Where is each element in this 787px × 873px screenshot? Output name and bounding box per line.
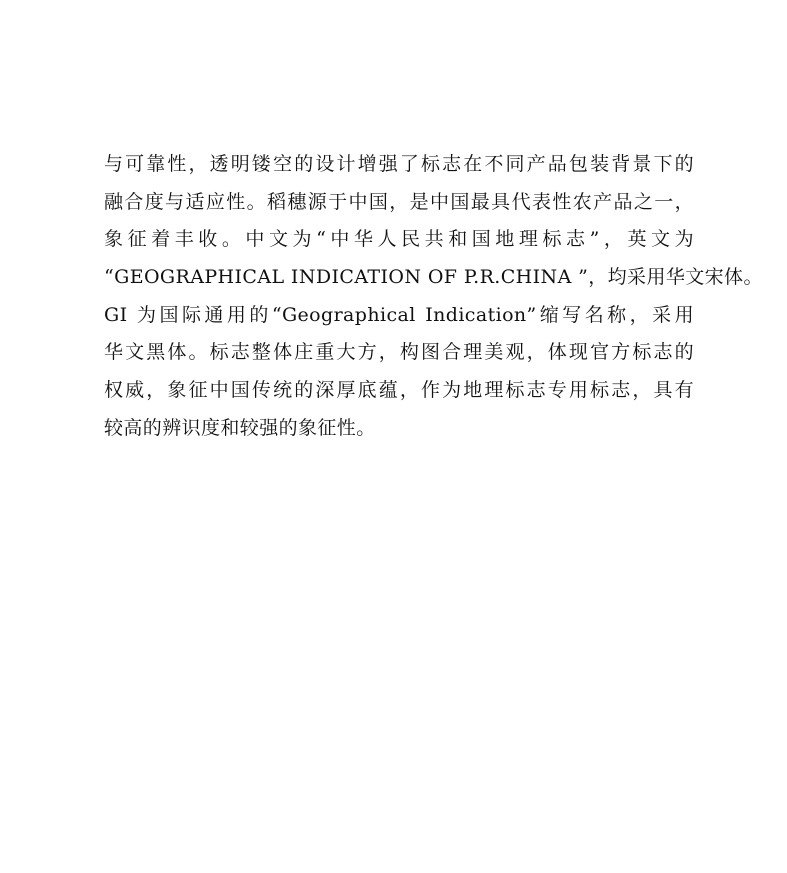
paragraph-line-3: 象征着丰收。中文为“中华人民共和国地理标志”，英文为 xyxy=(104,228,694,251)
paragraph-line-4: “GEOGRAPHICAL INDICATION OF P.R.CHINA ”，均采用华文宋体。 xyxy=(104,266,763,289)
paragraph-line-8: 较高的辨识度和较强的象征性。 xyxy=(104,416,376,439)
paragraph-line-2: 融合度与适应性。稻穗源于中国，是中国最具代表性农产品之一， xyxy=(104,190,694,213)
paragraph-line-5: GI 为国际通用的“Geographical Indication”缩写名称，采用 xyxy=(104,303,694,326)
body-paragraph xyxy=(104,146,763,448)
paragraph-line-6: 华文黑体。标志整体庄重大方，构图合理美观，体现官方标志的 xyxy=(104,341,694,364)
paragraph-line-1: 与可靠性，透明镂空的设计增强了标志在不同产品包装背景下的 xyxy=(104,153,694,175)
paragraph-line-7: 权威，象征中国传统的深厚底蕴，作为地理标志专用标志，具有 xyxy=(104,379,694,402)
